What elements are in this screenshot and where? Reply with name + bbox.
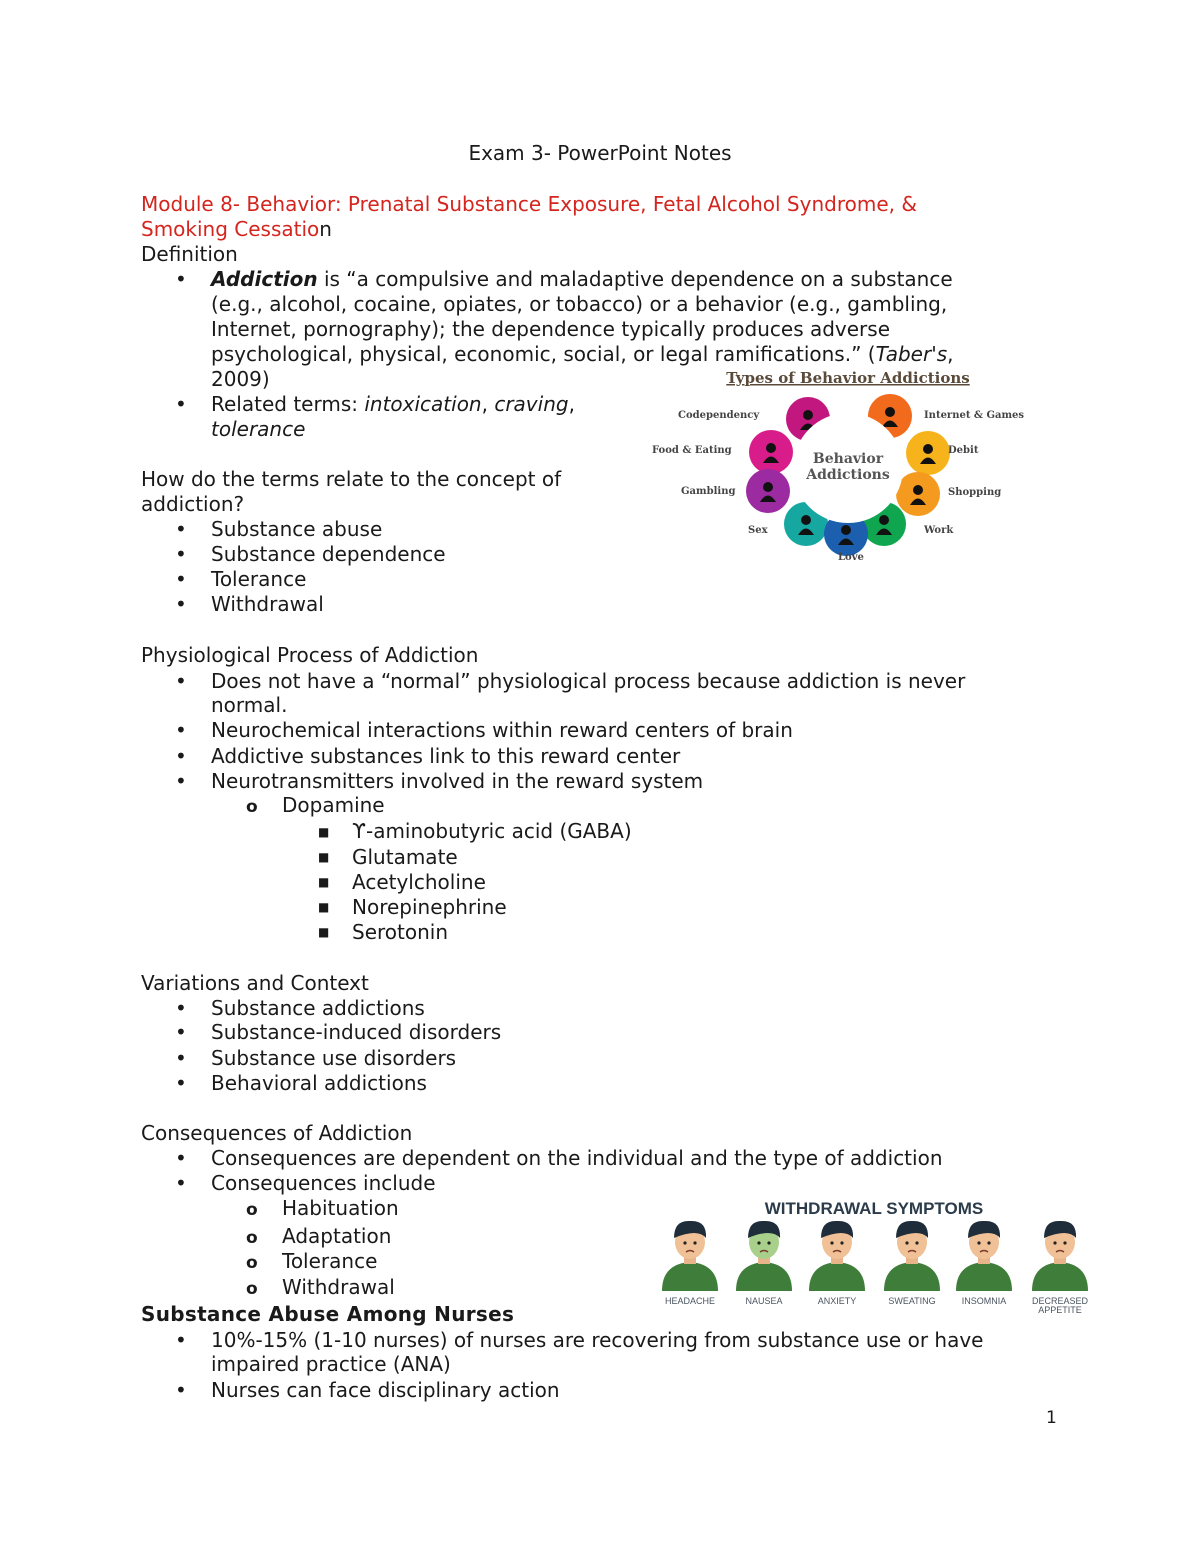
person-body xyxy=(956,1262,1012,1291)
sub-sub-list-item: Norepinephrine xyxy=(352,895,507,919)
label-sex: Sex xyxy=(748,525,768,536)
list-item: Substance abuse xyxy=(211,517,383,541)
sub-sub-list-item: ϒ-aminobutyric acid (GABA) xyxy=(352,819,632,843)
related-terms-line1: Related terms: intoxication, craving, xyxy=(211,392,575,416)
square-bullet: ■ xyxy=(318,900,330,914)
sub-list-item: Dopamine xyxy=(282,793,385,817)
person-eye xyxy=(840,1241,843,1244)
list-item: Substance-induced disorders xyxy=(211,1020,502,1044)
list-item: Behavioral addictions xyxy=(211,1071,427,1095)
person-body xyxy=(1032,1262,1088,1291)
petal-icon-gambling xyxy=(763,482,773,492)
bullet: • xyxy=(175,542,187,566)
figure-title: Types of Behavior Addictions xyxy=(726,369,970,387)
symptom-sweating: SWEATING xyxy=(888,1296,936,1306)
bullet: • xyxy=(175,996,187,1020)
list-item: Substance use disorders xyxy=(211,1046,457,1070)
square-bullet: ■ xyxy=(318,875,330,889)
bullet: • xyxy=(175,669,187,693)
sub-list-item: Adaptation xyxy=(282,1224,392,1248)
label-internet-games: Internet & Games xyxy=(924,410,1025,421)
person-eye xyxy=(987,1241,990,1244)
bullet: • xyxy=(175,567,187,591)
petal-icon-internet-games xyxy=(885,407,895,417)
sub-bullet: o xyxy=(246,1253,258,1273)
list-item: Substance dependence xyxy=(211,542,446,566)
relate-question-line1: How do the terms relate to the concept of xyxy=(141,467,562,491)
square-bullet: ■ xyxy=(318,850,330,864)
list-item: Does not have a “normal” physiological process because addiction is never xyxy=(211,669,966,693)
person-eye xyxy=(693,1241,696,1244)
symptom-headache: HEADACHE xyxy=(664,1296,716,1306)
list-item: Neurochemical interactions within reward centers of brain xyxy=(211,718,793,742)
physiological-heading: Physiological Process of Addiction xyxy=(141,643,479,667)
petal-icon-codependency xyxy=(803,410,813,420)
page-title: Exam 3- PowerPoint Notes xyxy=(468,141,732,165)
bullet: • xyxy=(175,744,187,768)
addiction-definition-line2: (e.g., alcohol, cocaine, opiates, or tobacco) or a behavior (e.g., gambling, xyxy=(211,292,948,316)
list-item: Tolerance xyxy=(211,567,307,591)
label-work: Work xyxy=(924,525,954,536)
related-terms-line2: tolerance xyxy=(211,417,306,441)
bullet: • xyxy=(175,517,187,541)
list-item: Consequences include xyxy=(211,1171,436,1195)
sub-sub-list-item: Acetylcholine xyxy=(352,870,486,894)
sub-bullet: o xyxy=(246,1279,258,1299)
person-body xyxy=(662,1262,718,1291)
square-bullet: ■ xyxy=(318,925,330,939)
withdrawal-symptoms-figure xyxy=(656,1196,1096,1316)
addiction-definition-line3: Internet, pornography); the dependence typically produces adverse xyxy=(211,317,891,341)
page-number: 1 xyxy=(1046,1408,1057,1428)
person-eye xyxy=(1063,1241,1066,1244)
center-label-line2: Addictions xyxy=(806,467,890,483)
list-item: Addictive substances link to this reward center xyxy=(211,744,681,768)
sub-list-item: Habituation xyxy=(282,1196,399,1220)
person-body xyxy=(736,1262,792,1291)
symptom-anxiety: ANXIETY xyxy=(817,1296,857,1306)
list-item: Substance addictions xyxy=(211,996,425,1020)
label-love: Love xyxy=(838,552,864,563)
sub-bullet: o xyxy=(246,1200,258,1220)
list-item: Consequences are dependent on the individual and the type of addiction xyxy=(211,1146,943,1170)
bullet: • xyxy=(175,718,187,742)
module-heading: Module 8- Behavior: Prenatal Substance Exposure, Fetal Alcohol Syndrome, & xyxy=(141,192,917,216)
petal-icon-sex xyxy=(801,515,811,525)
petal-icon-debit xyxy=(923,444,933,454)
square-bullet: ■ xyxy=(318,825,330,839)
person-eye xyxy=(915,1241,918,1244)
bullet: • xyxy=(175,592,187,616)
symptom-nausea: NAUSEA xyxy=(745,1296,783,1306)
variations-heading: Variations and Context xyxy=(141,971,369,995)
person-eye xyxy=(1053,1241,1056,1244)
person-eye xyxy=(905,1241,908,1244)
addiction-definition-line4: psychological, physical, economic, social, or legal ramifications.” (Taber's, xyxy=(211,342,954,366)
symptom-decreased: DECREASED xyxy=(1031,1296,1089,1306)
label-shopping: Shopping xyxy=(948,487,1002,498)
person-eye xyxy=(830,1241,833,1244)
behavior-addictions-figure xyxy=(648,366,1048,566)
sub-list-item: Tolerance xyxy=(282,1249,378,1273)
person-eye xyxy=(757,1241,760,1244)
nurses-heading: Substance Abuse Among Nurses xyxy=(141,1302,515,1326)
bullet: • xyxy=(175,1020,187,1044)
symptom-appetite: APPETITE xyxy=(1038,1305,1082,1315)
definition-heading: Definition xyxy=(141,242,238,266)
list-item: Neurotransmitters involved in the reward system xyxy=(211,769,704,793)
addiction-definition-line5: 2009) xyxy=(211,367,270,391)
consequences-heading: Consequences of Addiction xyxy=(141,1121,413,1145)
center-label-line1: Behavior xyxy=(812,451,884,467)
bullet: • xyxy=(175,1046,187,1070)
list-item: Withdrawal xyxy=(211,592,324,616)
bullet: • xyxy=(175,1328,187,1352)
petal-icon-work xyxy=(879,515,889,525)
list-item-continuation: normal. xyxy=(211,693,288,717)
addiction-definition-line1: Addiction is “a compulsive and maladaptive dependence on a substance xyxy=(211,267,953,291)
figure-title: WITHDRAWAL SYMPTOMS xyxy=(764,1199,984,1218)
person-body xyxy=(809,1262,865,1291)
sub-bullet: o xyxy=(246,1228,258,1248)
sub-list-item: Withdrawal xyxy=(282,1275,395,1299)
bullet: • xyxy=(175,1171,187,1195)
person-eye xyxy=(683,1241,686,1244)
sub-sub-list-item: Serotonin xyxy=(352,920,449,944)
petal-icon-shopping xyxy=(913,485,923,495)
person-eye xyxy=(977,1241,980,1244)
module-heading-line2: Smoking Cessation xyxy=(141,217,332,241)
petal-icon-food-eating xyxy=(766,443,776,453)
bullet: • xyxy=(175,769,187,793)
sub-bullet: o xyxy=(246,797,258,817)
relate-question-line2: addiction? xyxy=(141,492,245,516)
list-item-continuation: impaired practice (ANA) xyxy=(211,1352,451,1376)
symptom-insomnia: INSOMNIA xyxy=(961,1296,1007,1306)
sub-sub-list-item: Glutamate xyxy=(352,845,458,869)
person-eye xyxy=(767,1241,770,1244)
petal-icon-love xyxy=(841,525,851,535)
label-debit: Debit xyxy=(948,445,979,456)
label-codependency: Codependency xyxy=(678,410,760,421)
bullet: • xyxy=(175,1071,187,1095)
bullet: • xyxy=(175,1378,187,1402)
list-item: Nurses can face disciplinary action xyxy=(211,1378,560,1402)
person-body xyxy=(884,1262,940,1291)
list-item: 10%-15% (1-10 nurses) of nurses are recovering from substance use or have xyxy=(211,1328,984,1352)
label-gambling: Gambling xyxy=(681,486,736,497)
label-food-eating: Food & Eating xyxy=(652,445,732,456)
bullet: • xyxy=(175,1146,187,1170)
